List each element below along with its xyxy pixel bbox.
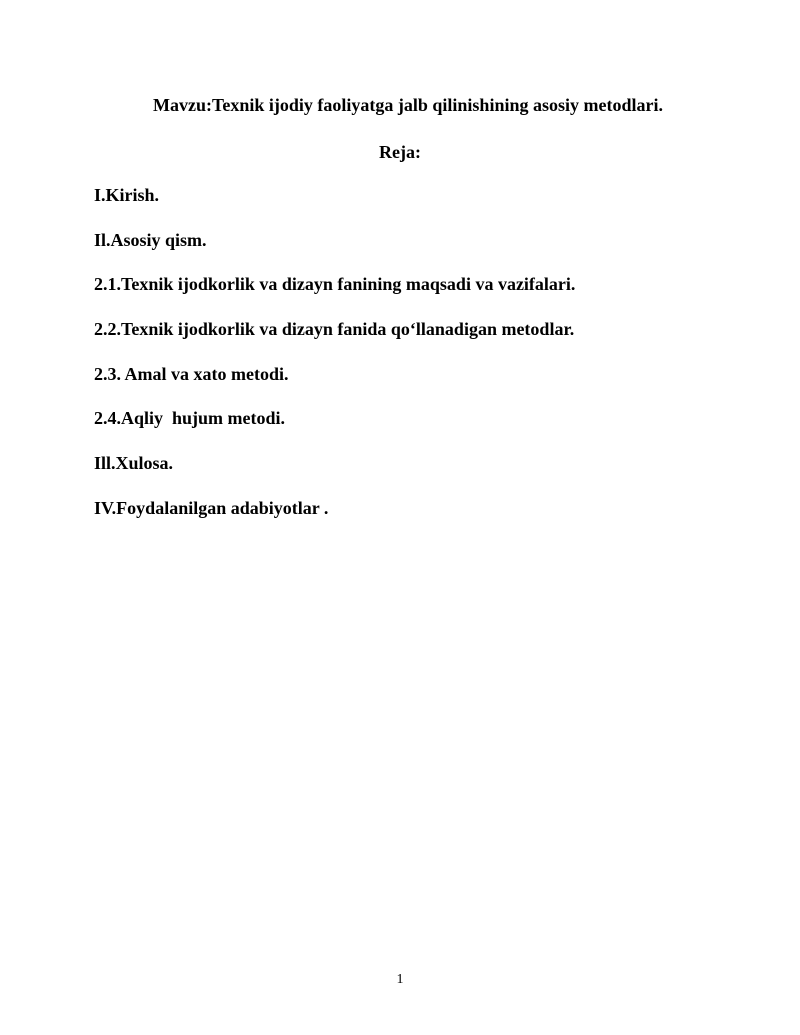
plan-item-2-2: 2.2.Texnik ijodkorlik va dizayn fanida qo‘llanadigan metodlar. xyxy=(94,319,575,340)
plan-list xyxy=(94,183,734,541)
page-number: 1 xyxy=(396,972,404,987)
plan-heading: Reja: xyxy=(379,142,421,162)
document-title: Mavzu:Texnik ijodiy faoliyatga jalb qilinishining asosiy metodlari. xyxy=(153,95,663,115)
plan-item-2-3: 2.3. Amal va xato metodi. xyxy=(94,363,289,384)
plan-item-main-part: Il.Asosiy qism. xyxy=(94,229,207,250)
plan-item-2-1: 2.1.Texnik ijodkorlik va dizayn fanining maqsadi va vazifalari. xyxy=(94,274,576,295)
plan-item-references: IV.Foydalanilgan adabiyotlar . xyxy=(94,497,329,518)
plan-item-conclusion: Ill.Xulosa. xyxy=(94,453,174,474)
plan-item-introduction: I.Kirish. xyxy=(94,185,160,205)
plan-item-2-4: 2.4.Aqliy hujum metodi. xyxy=(94,408,286,429)
